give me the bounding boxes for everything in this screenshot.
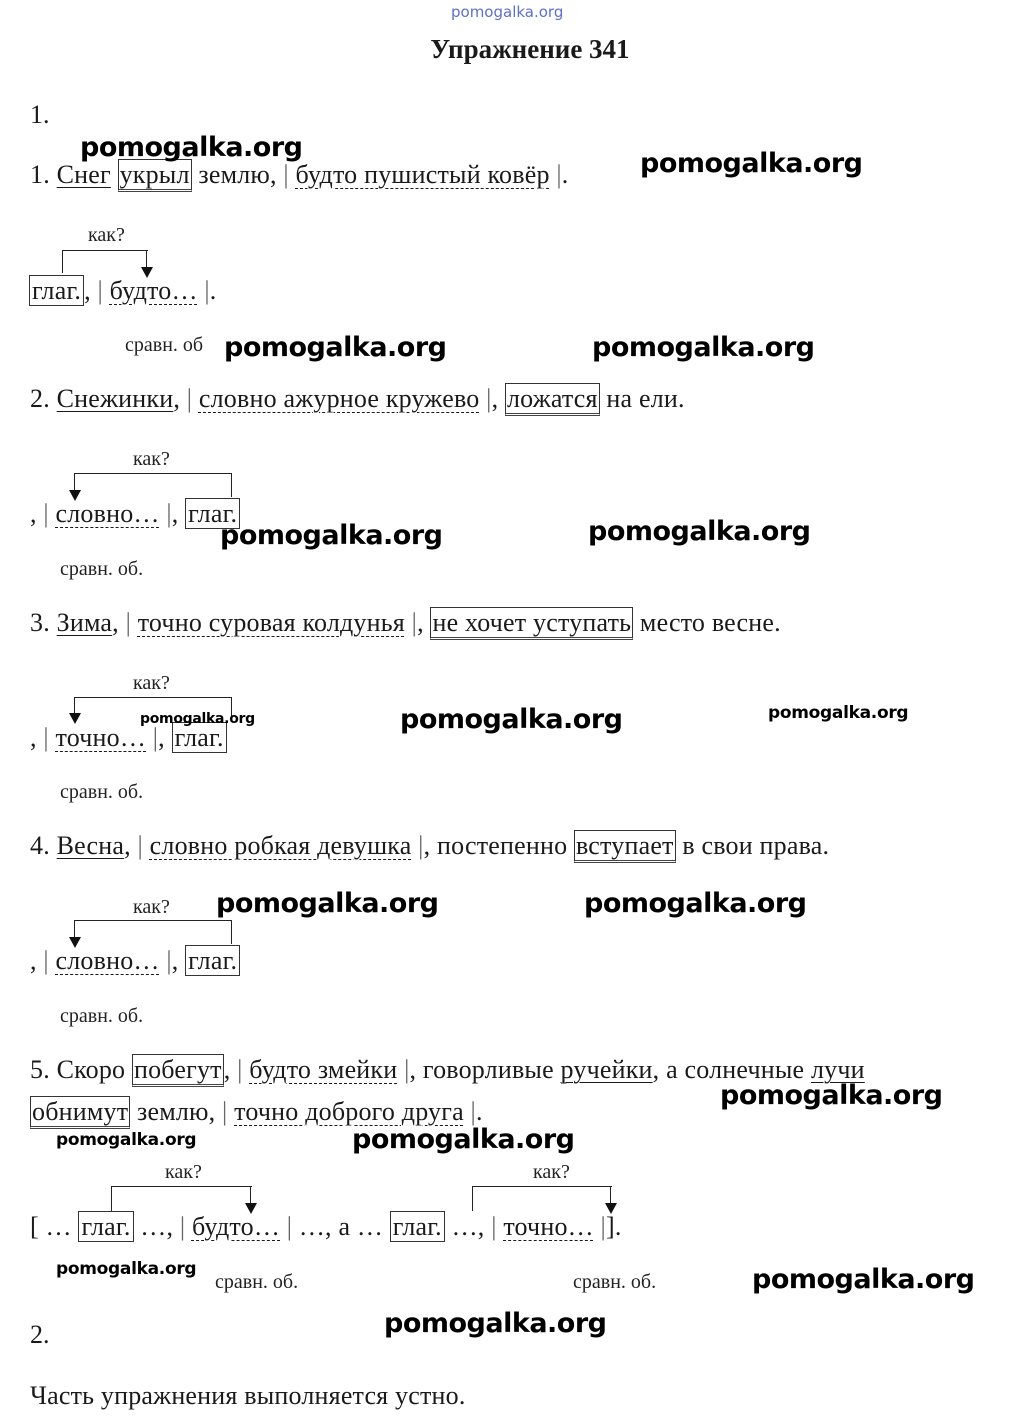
text-segment: на ели. — [599, 384, 685, 413]
text-segment: 1. — [30, 160, 57, 189]
scheme-1 — [29, 276, 216, 306]
text-segment: , — [173, 384, 187, 413]
question-label: как? — [88, 224, 125, 246]
watermark: pomogalka.org — [451, 3, 564, 21]
clause-boundary: | — [237, 1055, 250, 1084]
clause-boundary: | — [491, 1212, 504, 1241]
clause-boundary: | — [179, 1212, 192, 1241]
clause-boundary: | — [411, 831, 424, 860]
question-label: как? — [165, 1161, 202, 1183]
verb-box: глаг. — [390, 1211, 445, 1242]
scheme-4 — [30, 946, 240, 976]
text-segment — [111, 160, 118, 189]
clause-boundary: | — [280, 1212, 293, 1241]
predicate-word: не хочет уступать — [430, 607, 633, 640]
comparative-phrase: словно робкая девушка — [149, 831, 412, 860]
clause-boundary: | — [159, 946, 172, 975]
text-segment: , — [30, 723, 44, 752]
comparison-label: сравн. об — [125, 334, 204, 356]
text-segment: , — [417, 608, 431, 637]
scheme-arrow-shaft — [250, 1186, 251, 1204]
scheme-2 — [30, 499, 240, 529]
text-segment: землю, — [191, 160, 284, 189]
comparison-label: сравн. об. — [60, 1005, 144, 1027]
comparative-phrase: точно… — [503, 1212, 594, 1241]
final-note: Часть упражнения выполняется устно. — [30, 1381, 466, 1410]
watermark: pomogalka.org — [56, 1259, 197, 1279]
comparative-phrase: словно… — [55, 499, 160, 528]
clause-boundary: | — [404, 608, 418, 637]
comparison-label: сравн. об. — [215, 1271, 299, 1293]
scheme-3 — [30, 723, 227, 753]
subject-word: Снежинки — [56, 384, 174, 413]
verb-box: глаг. — [29, 275, 84, 306]
watermark: pomogalka.org — [592, 332, 815, 363]
text-segment: …, — [133, 1212, 180, 1241]
text-segment: 5. Скоро — [30, 1055, 132, 1084]
text-segment: . — [561, 160, 569, 189]
watermark: pomogalka.org — [752, 1264, 975, 1295]
clause-boundary: | — [43, 946, 56, 975]
question-label: как? — [133, 896, 170, 918]
scheme-bracket — [62, 250, 148, 273]
predicate-word: укрыл — [118, 159, 192, 192]
watermark: pomogalka.org — [584, 888, 807, 919]
comparative-phrase: точно… — [55, 723, 147, 752]
clause-boundary: | — [222, 1097, 235, 1126]
clause-boundary: | — [593, 1212, 606, 1241]
comparative-phrase: словно… — [55, 946, 160, 975]
predicate-word: ложатся — [505, 383, 600, 416]
scheme-bracket — [111, 1186, 252, 1211]
text-segment: , постепенно — [423, 831, 574, 860]
comparison-label: сравн. об. — [573, 1271, 657, 1293]
clause-boundary: | — [159, 499, 172, 528]
comparative-phrase: будто… — [109, 276, 198, 305]
question-label: как? — [133, 448, 170, 470]
watermark: pomogalka.org — [224, 332, 447, 363]
watermark: pomogalka.org — [80, 132, 303, 163]
clause-boundary: | — [125, 608, 138, 637]
subject-word: ручейки — [560, 1055, 653, 1084]
sentence-4 — [30, 831, 829, 861]
text-segment: , — [112, 608, 126, 637]
question-label: как? — [533, 1161, 570, 1183]
sentence-3 — [30, 608, 781, 638]
clause-boundary: | — [463, 1097, 476, 1126]
scheme-5 — [30, 1212, 622, 1242]
watermark: pomogalka.org — [216, 888, 439, 919]
part-1-label: 1. — [30, 100, 50, 129]
scheme-bracket — [74, 920, 232, 944]
clause-boundary: | — [146, 723, 159, 752]
clause-boundary: | — [197, 276, 210, 305]
predicate-word: вступает — [574, 830, 676, 863]
subject-word: Снег — [56, 160, 111, 189]
verb-box: глаг. — [172, 722, 227, 753]
watermark: pomogalka.org — [352, 1124, 575, 1155]
watermark: pomogalka.org — [720, 1080, 943, 1111]
watermark: pomogalka.org — [588, 516, 811, 547]
text-segment: , — [491, 384, 505, 413]
comparative-phrase: точно доброго друга — [234, 1097, 464, 1126]
text-segment: 2. — [30, 384, 57, 413]
text-segment: , говорливые — [409, 1055, 561, 1084]
comparison-label: сравн. об. — [60, 558, 144, 580]
verb-box: глаг. — [185, 498, 240, 529]
clause-boundary: | — [186, 384, 199, 413]
watermark: pomogalka.org — [140, 711, 255, 727]
watermark: pomogalka.org — [640, 148, 863, 179]
comparative-phrase: точно суровая колдунья — [137, 608, 405, 637]
clause-boundary: | — [549, 160, 562, 189]
scheme-arrow-shaft — [610, 1186, 611, 1204]
text-segment: место весне. — [633, 608, 781, 637]
text-segment: 4. — [30, 831, 57, 860]
clause-boundary: | — [43, 723, 56, 752]
clause-boundary: | — [283, 160, 296, 189]
predicate-word: побегут — [132, 1054, 224, 1087]
text-segment: . — [475, 1097, 483, 1126]
text-segment: в свои права. — [675, 831, 830, 860]
subject-word: лучи — [811, 1055, 865, 1084]
subject-word: Зима — [56, 608, 113, 637]
watermark: pomogalka.org — [220, 520, 443, 551]
verb-box: глаг. — [78, 1211, 133, 1242]
scheme-arrow-shaft — [146, 250, 147, 267]
text-segment: , — [158, 723, 172, 752]
text-segment: , — [171, 946, 186, 975]
part-2-label: 2. — [30, 1320, 50, 1349]
watermark: pomogalka.org — [768, 703, 909, 723]
sentence-2 — [30, 384, 685, 414]
comparison-label: сравн. об. — [60, 781, 144, 803]
subject-word: Весна — [56, 831, 125, 860]
predicate-word: обнимут — [30, 1096, 130, 1129]
clause-boundary: | — [97, 276, 110, 305]
clause-boundary: | — [43, 499, 56, 528]
watermark: pomogalka.org — [400, 704, 623, 735]
text-segment: …, а … — [292, 1212, 390, 1241]
verb-box: глаг. — [185, 945, 240, 976]
scheme-bracket — [472, 1186, 612, 1211]
sentence-5-line-2 — [30, 1097, 483, 1127]
scheme-bracket — [74, 473, 232, 497]
text-segment: , — [84, 276, 98, 305]
text-segment: , — [124, 831, 138, 860]
question-label: как? — [133, 672, 170, 694]
clause-boundary: | — [479, 384, 492, 413]
text-segment: ]. — [605, 1212, 622, 1241]
text-segment: , — [223, 1055, 238, 1084]
clause-boundary: | — [397, 1055, 410, 1084]
comparative-phrase: будто змейки — [249, 1055, 398, 1084]
text-segment: [ … — [30, 1212, 79, 1241]
text-segment: …, — [444, 1212, 492, 1241]
sentence-1 — [30, 160, 568, 190]
page-title: Упражнение 341 — [430, 34, 630, 64]
text-segment: , а солнечные — [652, 1055, 811, 1084]
text-segment: , — [30, 499, 44, 528]
clause-boundary: | — [137, 831, 150, 860]
text-segment: . — [209, 276, 217, 305]
text-segment: землю, — [130, 1097, 223, 1126]
watermark: pomogalka.org — [384, 1308, 607, 1339]
comparative-phrase: словно ажурное кружево — [198, 384, 480, 413]
watermark: pomogalka.org — [56, 1130, 197, 1150]
comparative-phrase: будто пушистый ковёр — [295, 160, 550, 189]
text-segment: 3. — [30, 608, 57, 637]
comparative-phrase: будто… — [191, 1212, 281, 1241]
text-segment: , — [171, 499, 186, 528]
text-segment: , — [30, 946, 44, 975]
